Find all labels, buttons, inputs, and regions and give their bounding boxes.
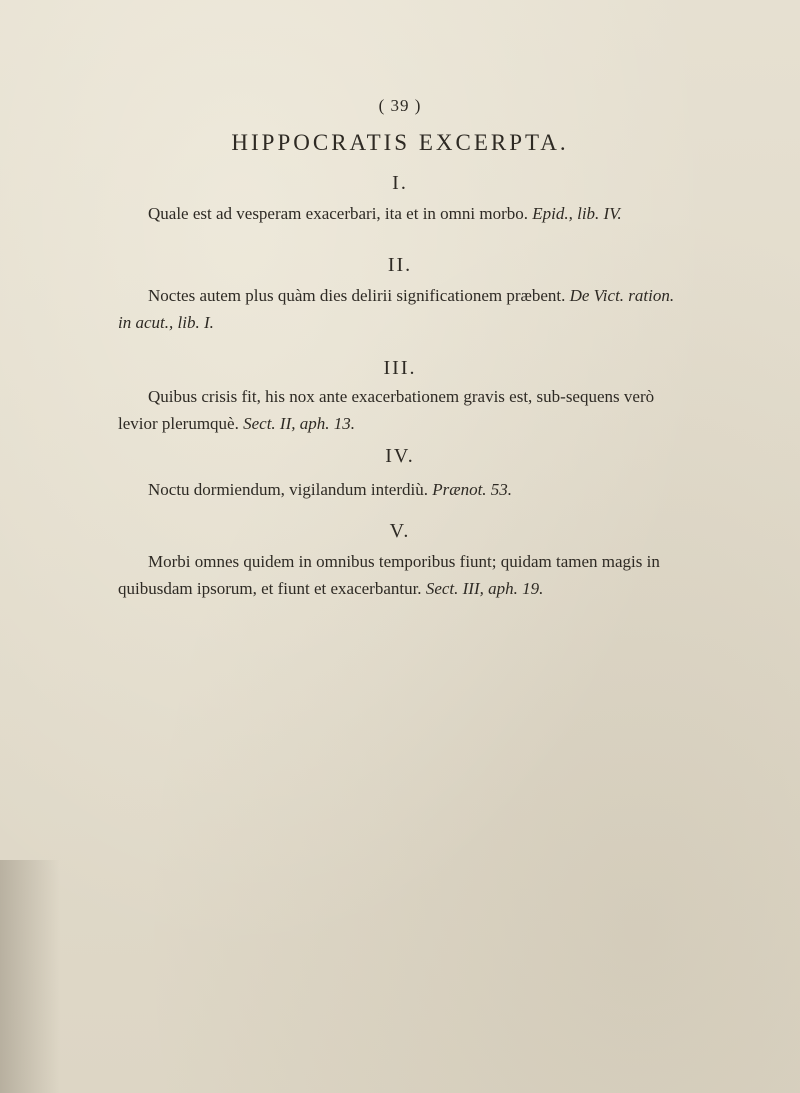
- section-numeral: II.: [387, 254, 413, 276]
- section-text: [118, 548, 690, 602]
- passage: Quale est ad vesperam exacerbari, ita et in omni morbo.: [148, 204, 533, 223]
- passage: Noctu dormiendum, vigilandum interdiù.: [148, 480, 433, 499]
- passage: Noctes autem plus quàm dies delirii significationem præbent.: [148, 286, 570, 305]
- page-title: HIPPOCRATIS EXCERPTA.: [231, 130, 569, 155]
- citation: De Vict. ration. in acut., lib. I.: [118, 286, 675, 332]
- passage: Morbi omnes quidem in omnibus temporibus fiunt; quidam tamen magis in quibusdam ipsorum, et fiunt et exacerbantur.: [118, 552, 660, 598]
- page-number: ( 39 ): [378, 96, 422, 115]
- citation: Epid., lib. IV.: [532, 204, 622, 223]
- section-text: [118, 476, 690, 503]
- passage: Quibus crisis fit, his nox ante exacerbationem gravis est, sub-sequens verò levior plerumquè.: [118, 387, 655, 433]
- citation: Sect. III, aph. 19.: [425, 579, 544, 598]
- section-numeral: III.: [383, 357, 417, 379]
- citation: Sect. II, aph. 13.: [243, 414, 355, 433]
- section-text: [118, 282, 690, 336]
- page-edge-shadow: [0, 860, 60, 1093]
- section-text: [118, 200, 690, 227]
- section-numeral: V.: [389, 520, 411, 542]
- section-numeral: IV.: [385, 445, 415, 467]
- section-numeral: I.: [392, 172, 408, 194]
- section-text: [118, 383, 690, 437]
- citation: Prænot. 53.: [432, 480, 513, 499]
